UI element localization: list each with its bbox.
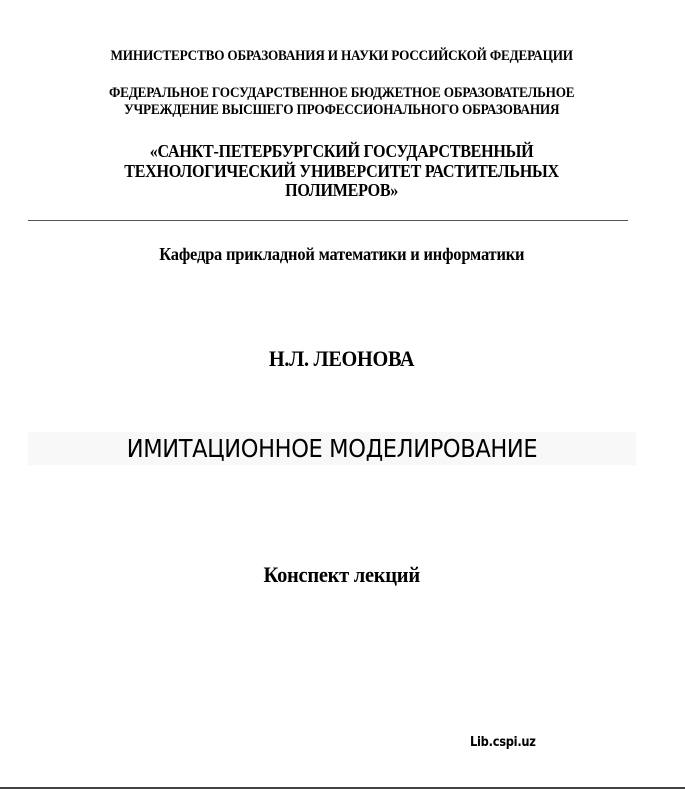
institution-type-line-2: УЧРЕЖДЕНИЕ ВЫСШЕГО ПРОФЕССИОНАЛЬНОГО ОБРАЗОВАНИЯ [124, 102, 560, 118]
institution-type-heading [23, 85, 660, 119]
document-subtitle: Конспект лекций [263, 562, 420, 587]
university-name-line-1: «САНКТ-ПЕТЕРБУРГСКИЙ ГОСУДАРСТВЕННЫЙ [149, 141, 534, 161]
university-name-line-2: ТЕХНОЛОГИЧЕСКИЙ УНИВЕРСИТЕТ РАСТИТЕЛЬНЫХ [124, 160, 559, 181]
university-name-line-3: ПОЛИМЕРОВ» [285, 180, 399, 200]
library-watermark: Lib.cspi.uz [470, 735, 536, 750]
ministry-heading: МИНИСТЕРСТВО ОБРАЗОВАНИЯ И НАУКИ РОССИЙСКОЙ ФЕДЕРАЦИИ [110, 48, 573, 64]
author-name: Н.Л. ЛЕОНОВА [268, 346, 415, 371]
document-title: ИМИТАЦИОННОЕ МОДЕЛИРОВАНИЕ [126, 434, 538, 463]
department-name: Кафедра прикладной математики и информатики [159, 244, 525, 264]
university-name [26, 142, 656, 201]
header-separator-line [28, 220, 628, 221]
institution-type-line-1: ФЕДЕРАЛЬНОЕ ГОСУДАРСТВЕННОЕ БЮДЖЕТНОЕ ОБРАЗОВАТЕЛЬНОЕ [108, 85, 575, 101]
